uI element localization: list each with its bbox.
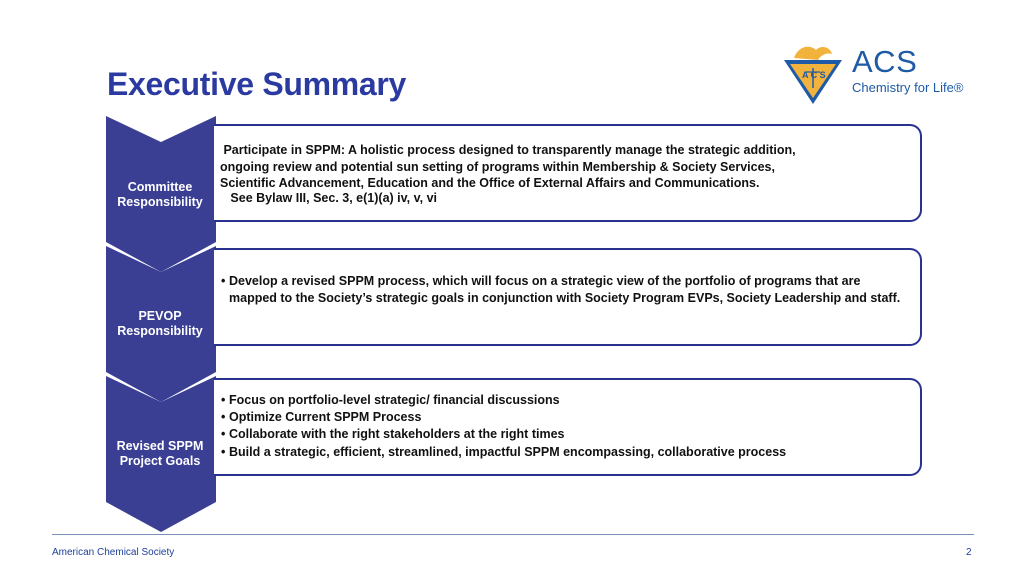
goals-text bbox=[221, 392, 911, 461]
committee-line: See Bylaw III, Sec. 3, e(1)(a) iv, v, vi bbox=[220, 190, 437, 205]
goals-bullet: • Collaborate with the right stakeholders at the right times bbox=[221, 426, 911, 443]
logo-wordmark: ACS bbox=[852, 44, 918, 79]
page-number: 2 bbox=[966, 547, 972, 558]
pevop-label: PEVOP Responsibility bbox=[117, 309, 203, 338]
goals-bullet: • Focus on portfolio-level strategic/ financial discussions bbox=[221, 392, 911, 409]
goals-bullet: • Optimize Current SPPM Process bbox=[221, 409, 911, 426]
goals-label: Revised SPPM Project Goals bbox=[116, 439, 204, 468]
goals-bullet: • Build a strategic, efficient, streamlined, impactful SPPM encompassing, collaborative process bbox=[221, 444, 911, 461]
committee-label: Committee Responsibility bbox=[117, 180, 203, 209]
pevop-bullet: • Develop a revised SPPM process, which will focus on a strategic view of the portfolio of programs that are mapped to the Society’s strategic goals in conjunction with Society Program EVPs, Society Leadership and staff. bbox=[221, 273, 911, 306]
seal-letters: A C S bbox=[802, 70, 826, 80]
pevop-text bbox=[221, 273, 911, 306]
slide-title: Executive Summary bbox=[107, 66, 407, 102]
committee-line: Scientific Advancement, Education and the Office of External Affairs and Communications. bbox=[220, 176, 760, 190]
committee-line: ongoing review and potential sun setting of programs within Membership & Society Services, bbox=[220, 159, 775, 174]
footer-divider bbox=[52, 534, 974, 535]
committee-line: Participate in SPPM: A holistic process designed to transparently manage the strategic addition, bbox=[220, 143, 796, 157]
footer-organization: American Chemical Society bbox=[52, 547, 175, 558]
committee-text bbox=[220, 142, 910, 206]
logo-tagline: Chemistry for Life® bbox=[852, 80, 964, 95]
